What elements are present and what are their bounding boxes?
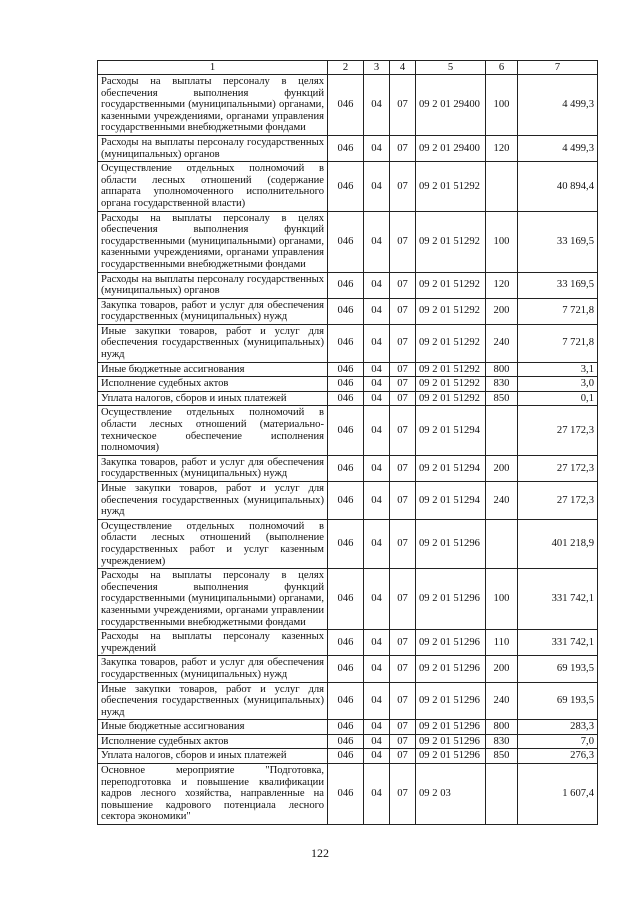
table-row: [98, 519, 598, 568]
row-target-code-cell: 09 2 01 51296: [416, 630, 486, 656]
header-cell: 7: [518, 61, 598, 75]
row-amount-cell: 69 193,5: [518, 682, 598, 720]
row-name-cell: Уплата налогов, сборов и иных платежей: [98, 749, 328, 764]
row-amount-cell: 40 894,4: [518, 162, 598, 211]
row-ministry-cell: 046: [328, 406, 364, 455]
row-target-code-cell: 09 2 01 51294: [416, 455, 486, 481]
row-name-cell: Иные закупки товаров, работ и услуг для обеспечения государственных (муниципальных) нужд: [98, 482, 328, 520]
row-ministry-cell: 046: [328, 362, 364, 377]
row-name-cell: Закупка товаров, работ и услуг для обеспечения государственных (муниципальных) нужд: [98, 656, 328, 682]
row-name-cell: Основное мероприятие "Подготовка, переподготовка и повышение квалификации кадров лесного хозяйства, направленные на повышение кадрового потенциала лесного сектора экономики": [98, 764, 328, 825]
row-name-cell: Осуществление отдельных полномочий в области лесных отношений (содержание аппарата уполномоченного исполнительного органа государственной власти): [98, 162, 328, 211]
row-ministry-cell: 046: [328, 569, 364, 630]
row-amount-cell: 27 172,3: [518, 406, 598, 455]
row-subsection-cell: 07: [390, 630, 416, 656]
row-expense-type-cell: 850: [486, 391, 518, 406]
row-section-cell: 04: [364, 75, 390, 136]
row-amount-cell: 0,1: [518, 391, 598, 406]
row-name-cell: Расходы на выплаты персоналу казенных учреждений: [98, 630, 328, 656]
row-ministry-cell: 046: [328, 482, 364, 520]
row-section-cell: 04: [364, 391, 390, 406]
row-ministry-cell: 046: [328, 682, 364, 720]
row-subsection-cell: 07: [390, 656, 416, 682]
row-expense-type-cell: 240: [486, 482, 518, 520]
budget-table: [97, 60, 598, 825]
table-row: [98, 482, 598, 520]
row-target-code-cell: 09 2 01 51296: [416, 656, 486, 682]
row-expense-type-cell: 800: [486, 720, 518, 735]
row-ministry-cell: 046: [328, 162, 364, 211]
row-target-code-cell: 09 2 01 51294: [416, 406, 486, 455]
row-section-cell: 04: [364, 519, 390, 568]
row-target-code-cell: 09 2 01 51292: [416, 377, 486, 392]
row-target-code-cell: 09 2 01 51292: [416, 362, 486, 377]
row-target-code-cell: 09 2 01 51292: [416, 272, 486, 298]
row-expense-type-cell: 110: [486, 630, 518, 656]
row-expense-type-cell: 100: [486, 569, 518, 630]
row-amount-cell: 3,1: [518, 362, 598, 377]
row-target-code-cell: 09 2 01 29400: [416, 135, 486, 161]
row-subsection-cell: 07: [390, 406, 416, 455]
row-ministry-cell: 046: [328, 211, 364, 272]
row-amount-cell: 331 742,1: [518, 569, 598, 630]
row-name-cell: Закупка товаров, работ и услуг для обеспечения государственных (муниципальных) нужд: [98, 298, 328, 324]
row-expense-type-cell: [486, 162, 518, 211]
row-target-code-cell: 09 2 01 51296: [416, 682, 486, 720]
row-amount-cell: 69 193,5: [518, 656, 598, 682]
row-section-cell: 04: [364, 362, 390, 377]
header-cell: 4: [390, 61, 416, 75]
row-ministry-cell: 046: [328, 377, 364, 392]
row-name-cell: Расходы на выплаты персоналу в целях обеспечения выполнения функций государственными (муниципальными) органами, казенными учреждениями, органами управлении государственными внебюджетными фондами: [98, 569, 328, 630]
row-expense-type-cell: 850: [486, 749, 518, 764]
row-expense-type-cell: 240: [486, 682, 518, 720]
page-number: 122: [311, 846, 329, 860]
row-subsection-cell: 07: [390, 764, 416, 825]
row-ministry-cell: 046: [328, 272, 364, 298]
row-ministry-cell: 046: [328, 455, 364, 481]
row-name-cell: Исполнение судебных актов: [98, 734, 328, 749]
row-target-code-cell: 09 2 01 51292: [416, 211, 486, 272]
row-target-code-cell: 09 2 01 51294: [416, 482, 486, 520]
row-name-cell: Расходы на выплаты персоналу в целях обеспечения выполнения функций государственными (муниципальными) органами, казенными учреждениями, органами управления государственными внебюджетными фондами: [98, 75, 328, 136]
row-amount-cell: 331 742,1: [518, 630, 598, 656]
row-amount-cell: 33 169,5: [518, 211, 598, 272]
header-cell: 6: [486, 61, 518, 75]
row-subsection-cell: 07: [390, 682, 416, 720]
row-target-code-cell: 09 2 01 51292: [416, 298, 486, 324]
table-row: [98, 720, 598, 735]
row-section-cell: 04: [364, 211, 390, 272]
row-amount-cell: 1 607,4: [518, 764, 598, 825]
row-expense-type-cell: 100: [486, 75, 518, 136]
table-row: [98, 324, 598, 362]
row-expense-type-cell: 200: [486, 455, 518, 481]
row-ministry-cell: 046: [328, 656, 364, 682]
row-name-cell: Иные закупки товаров, работ и услуг для обеспечения государственных (муниципальных) нужд: [98, 324, 328, 362]
row-expense-type-cell: [486, 406, 518, 455]
row-expense-type-cell: [486, 519, 518, 568]
row-subsection-cell: 07: [390, 75, 416, 136]
row-target-code-cell: 09 2 01 29400: [416, 75, 486, 136]
row-ministry-cell: 046: [328, 324, 364, 362]
row-name-cell: Иные закупки товаров, работ и услуг для обеспечения государственных (муниципальных) нужд: [98, 682, 328, 720]
row-expense-type-cell: 800: [486, 362, 518, 377]
table-row: [98, 391, 598, 406]
row-amount-cell: 7 721,8: [518, 298, 598, 324]
table-row: [98, 734, 598, 749]
row-section-cell: 04: [364, 630, 390, 656]
row-amount-cell: 7 721,8: [518, 324, 598, 362]
table-row: [98, 406, 598, 455]
row-expense-type-cell: 830: [486, 377, 518, 392]
row-ministry-cell: 046: [328, 75, 364, 136]
row-subsection-cell: 07: [390, 569, 416, 630]
row-target-code-cell: 09 2 01 51296: [416, 734, 486, 749]
row-name-cell: Уплата налогов, сборов и иных платежей: [98, 391, 328, 406]
row-expense-type-cell: 200: [486, 298, 518, 324]
row-target-code-cell: 09 2 01 51296: [416, 519, 486, 568]
row-ministry-cell: 046: [328, 734, 364, 749]
row-name-cell: Расходы на выплаты персоналу в целях обеспечения выполнения функций государственными (муниципальными) органами, казенными учреждениями, органами управления государственными внебюджетными фондами: [98, 211, 328, 272]
table-row: [98, 630, 598, 656]
row-name-cell: Закупка товаров, работ и услуг для обеспечения государственных (муниципальных) нужд: [98, 455, 328, 481]
row-section-cell: 04: [364, 734, 390, 749]
row-target-code-cell: 09 2 01 51296: [416, 569, 486, 630]
row-target-code-cell: 09 2 01 51292: [416, 162, 486, 211]
row-expense-type-cell: 120: [486, 135, 518, 161]
row-name-cell: Расходы на выплаты персоналу государственных (муниципальных) органов: [98, 135, 328, 161]
row-subsection-cell: 07: [390, 377, 416, 392]
row-section-cell: 04: [364, 162, 390, 211]
row-target-code-cell: 09 2 01 51296: [416, 749, 486, 764]
row-expense-type-cell: [486, 764, 518, 825]
row-amount-cell: 4 499,3: [518, 135, 598, 161]
row-target-code-cell: 09 2 03: [416, 764, 486, 825]
row-name-cell: Иные бюджетные ассигнования: [98, 720, 328, 735]
table-row: [98, 75, 598, 136]
row-subsection-cell: 07: [390, 211, 416, 272]
row-subsection-cell: 07: [390, 455, 416, 481]
row-amount-cell: 27 172,3: [518, 482, 598, 520]
row-section-cell: 04: [364, 298, 390, 324]
table-row: [98, 162, 598, 211]
table-row: [98, 298, 598, 324]
row-subsection-cell: 07: [390, 162, 416, 211]
header-cell: 1: [98, 61, 328, 75]
row-amount-cell: 4 499,3: [518, 75, 598, 136]
row-section-cell: 04: [364, 324, 390, 362]
table-row: [98, 362, 598, 377]
row-amount-cell: 7,0: [518, 734, 598, 749]
row-amount-cell: 276,3: [518, 749, 598, 764]
row-subsection-cell: 07: [390, 135, 416, 161]
row-ministry-cell: 046: [328, 764, 364, 825]
table-row: [98, 377, 598, 392]
table-row: [98, 211, 598, 272]
row-expense-type-cell: 830: [486, 734, 518, 749]
row-section-cell: 04: [364, 135, 390, 161]
row-subsection-cell: 07: [390, 298, 416, 324]
table-row: [98, 764, 598, 825]
row-name-cell: Иные бюджетные ассигнования: [98, 362, 328, 377]
row-name-cell: Осуществление отдельных полномочий в области лесных отношений (выполнение государственных работ и услуг казенным учреждением): [98, 519, 328, 568]
row-amount-cell: 3,0: [518, 377, 598, 392]
row-section-cell: 04: [364, 720, 390, 735]
row-amount-cell: 27 172,3: [518, 455, 598, 481]
row-ministry-cell: 046: [328, 135, 364, 161]
row-section-cell: 04: [364, 455, 390, 481]
row-section-cell: 04: [364, 406, 390, 455]
header-cell: 5: [416, 61, 486, 75]
row-section-cell: 04: [364, 482, 390, 520]
row-amount-cell: 33 169,5: [518, 272, 598, 298]
table-row: [98, 656, 598, 682]
header-cell: 3: [364, 61, 390, 75]
row-ministry-cell: 046: [328, 298, 364, 324]
table-header-row: [98, 61, 598, 75]
table-row: [98, 749, 598, 764]
table-row: [98, 135, 598, 161]
row-section-cell: 04: [364, 377, 390, 392]
row-target-code-cell: 09 2 01 51292: [416, 391, 486, 406]
row-section-cell: 04: [364, 569, 390, 630]
row-section-cell: 04: [364, 764, 390, 825]
row-name-cell: Исполнение судебных актов: [98, 377, 328, 392]
row-subsection-cell: 07: [390, 272, 416, 298]
row-expense-type-cell: 120: [486, 272, 518, 298]
row-ministry-cell: 046: [328, 749, 364, 764]
row-subsection-cell: 07: [390, 734, 416, 749]
header-cell: 2: [328, 61, 364, 75]
table-body: [98, 75, 598, 825]
table-row: [98, 455, 598, 481]
row-ministry-cell: 046: [328, 630, 364, 656]
row-section-cell: 04: [364, 272, 390, 298]
row-ministry-cell: 046: [328, 720, 364, 735]
table-row: [98, 272, 598, 298]
row-name-cell: Осуществление отдельных полномочий в области лесных отношений (материально-техническое обеспечение исполнения полномочия): [98, 406, 328, 455]
row-section-cell: 04: [364, 749, 390, 764]
row-ministry-cell: 046: [328, 519, 364, 568]
row-subsection-cell: 07: [390, 749, 416, 764]
row-subsection-cell: 07: [390, 519, 416, 568]
row-subsection-cell: 07: [390, 324, 416, 362]
row-subsection-cell: 07: [390, 362, 416, 377]
row-section-cell: 04: [364, 656, 390, 682]
row-expense-type-cell: 100: [486, 211, 518, 272]
row-target-code-cell: 09 2 01 51292: [416, 324, 486, 362]
row-target-code-cell: 09 2 01 51296: [416, 720, 486, 735]
row-subsection-cell: 07: [390, 720, 416, 735]
row-expense-type-cell: 240: [486, 324, 518, 362]
row-name-cell: Расходы на выплаты персоналу государственных (муниципальных) органов: [98, 272, 328, 298]
table-row: [98, 569, 598, 630]
row-amount-cell: 401 218,9: [518, 519, 598, 568]
row-subsection-cell: 07: [390, 482, 416, 520]
row-ministry-cell: 046: [328, 391, 364, 406]
row-subsection-cell: 07: [390, 391, 416, 406]
table-row: [98, 682, 598, 720]
row-expense-type-cell: 200: [486, 656, 518, 682]
row-section-cell: 04: [364, 682, 390, 720]
row-amount-cell: 283,3: [518, 720, 598, 735]
